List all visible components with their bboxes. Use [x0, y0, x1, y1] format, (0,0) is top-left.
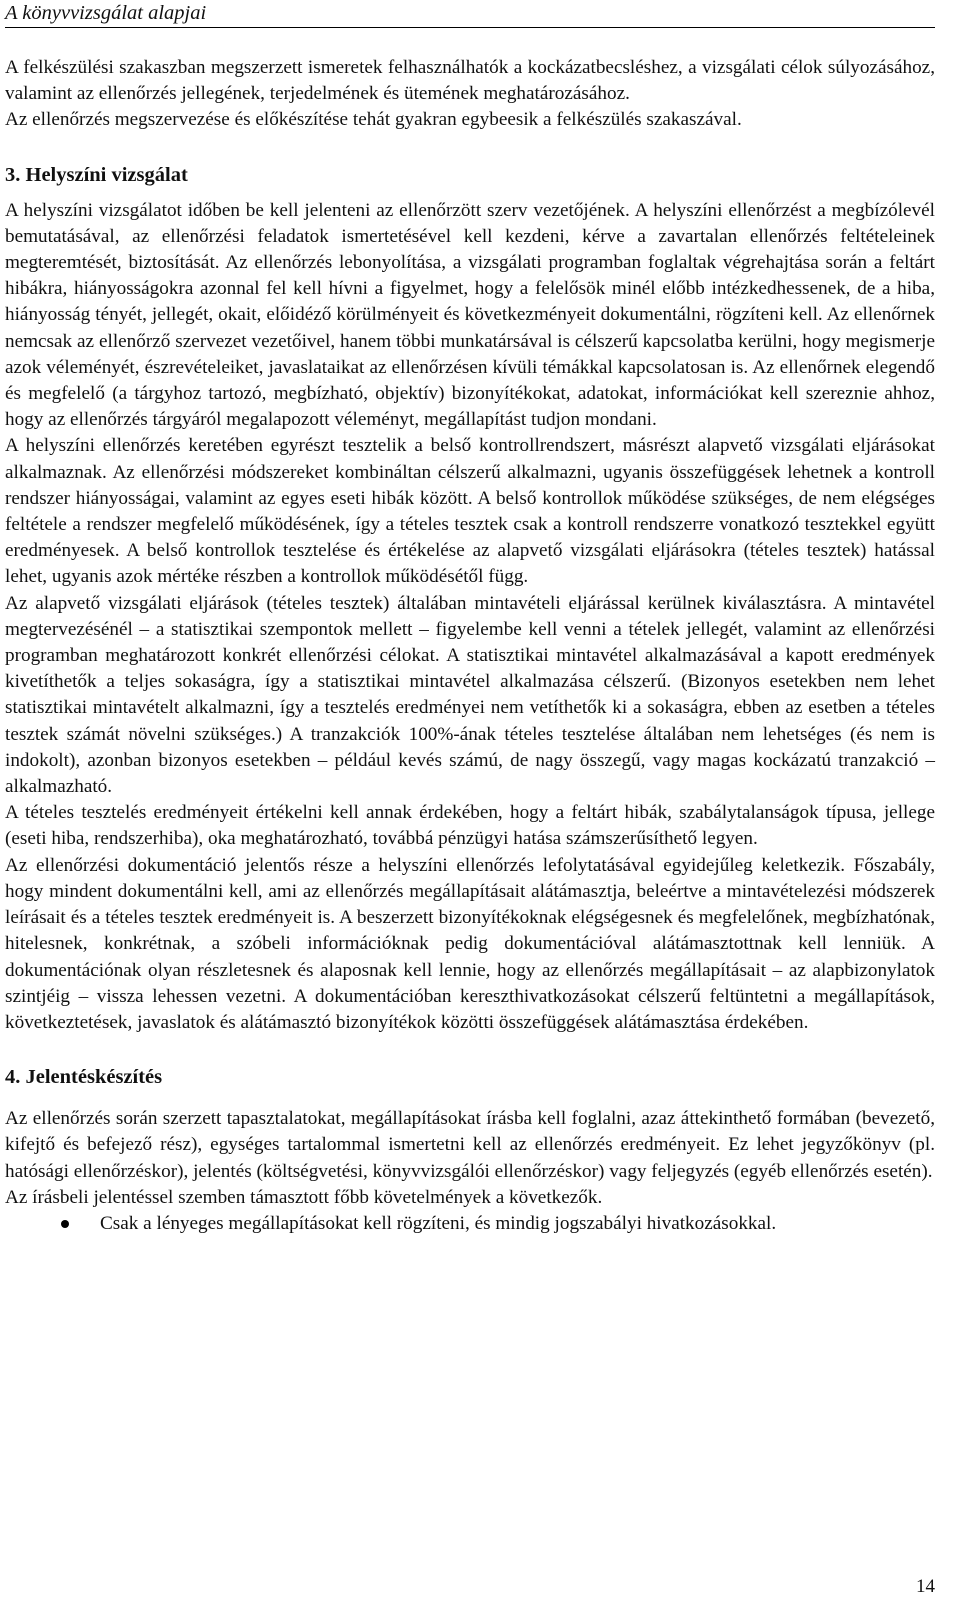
section-heading-3: 3. Helyszíni vizsgálat	[5, 163, 188, 186]
list-item	[5, 1211, 935, 1237]
requirements-list	[5, 1211, 935, 1237]
section4-paragraph-2: Az írásbeli jelentéssel szemben támasztott főbb követelmények a következők.	[5, 1186, 603, 1208]
section3-paragraph-1: A helyszíni vizsgálatot időben be kell jelenteni az ellenőrzött szerv vezetőjének. A helyszíni ellenőrzést a megbízólevél bemutatásával, az ellenőrzési feladatok ismertetésével kell kezdeni, kérve a zavartalan ellenőrzés feltételeinek megteremtését, biztosítását. Az ellenőrzés lebonyolítása, a vizsgálati programban foglaltak végrehajtása során a feltárt hibákra, hiányosságokra azonnal fel kell hívni a figyelmet, hogy a felelősök minél előbb intézkedhessenek, de a hiba, hiányosság tényét, jellegét, okait, előidéző körülményeit és következményeit dokumentálni, rögzíteni kell. Az ellenőrnek nemcsak az ellenőrző szervezet vezetőivel, hanem többi munkatársával is célszerű kapcsolatba kerülni, hogy megismerje azok véleményét, észrevételeiket, javaslataikat az ellenőrzésen kívüli témákkal kapcsolatosan is. Az ellenőrnek elegendő és megfelelő (a tárgyhoz tartozó, megbízható, objektív) bizonyítékokat, adatokat, információkat kell szereznie ahhoz, hogy az ellenőrzés tárgyáról megalapozott véleményt, megállapítást tudjon mondani.	[5, 199, 935, 431]
section-heading-4: 4. Jelentéskészítés	[5, 1066, 163, 1089]
section3-paragraph-4: A tételes tesztelés eredményeit értékelni kell annak érdekében, hogy a feltárt hibák, szabálytalanságok típusa, jellege (eseti hiba, rendszerhiba), oka meghatározható, továbbá pénzügyi hatása számszerűsíthető legyen.	[5, 802, 935, 850]
page-number: 14	[916, 1576, 935, 1597]
intro-paragraph-1: A felkészülési szakaszban megszerzett ismeretek felhasználhatók a kockázatbecsléshez, a vizsgálati célok súlyozásához, valamint az ellenőrzés jellegének, terjedelmének és ütemének meghatározásához.	[5, 57, 935, 105]
section3-paragraph-3: Az alapvető vizsgálati eljárások (tételes tesztek) általában mintavételi eljárással kerülnek kiválasztásra. A mintavétel megtervezésénél – a statisztikai szempontok mellett – figyelembe kell venni a tételek jellegét, valamint az ellenőrzési programban meghatározott konkrét ellenőrzési célokat. A statisztikai mintavétel alkalmazásával a kapott eredmények kivetíthetők a teljes sokaságra, így a statisztikai mintavétel alkalmazása célszerű. (Bizonyos esetekben nem lehet statisztikai mintavételt alkalmazni, így a tesztelés eredményei nem vetíthetők ki a sokaságra, ebben az esetben a tételes tesztek számát növelni szükséges.) A tranzakciók 100%-ának tételes tesztelése általában nem lehetséges (és nem is indokolt), azonban bizonyos esetekben – például kevés számú, de nagy összegű, vagy magas kockázatú tranzakció – alkalmazható.	[5, 592, 935, 798]
list-item-text: Csak a lényeges megállapításokat kell rögzíteni, és mindig jogszabályi hivatkozásokkal.	[100, 1212, 777, 1234]
section3-paragraph-2: A helyszíni ellenőrzés keretében egyrészt tesztelik a belső kontrollrendszert, másrészt alapvető vizsgálati eljárásokat alkalmaznak. Az ellenőrzési módszereket kombináltan célszerű alkalmazni, ugyanis összefüggések lehetnek a kontroll rendszer hiányosságai, valamint az egyes eseti hibák között. A belső kontrollok működése szükséges, de nem elégséges feltétele a rendszer megfelelő működésének, így a tételes tesztek csak a kontroll rendszerre vonatkozó tesztekkel együtt eredményesek. A belső kontrollok tesztelése és értékelése az alapvető vizsgálati eljárásokra (tételes tesztek) hatással lehet, ugyanis azok mértéke részben a kontrollok működésétől függ.	[5, 435, 935, 588]
section3-paragraph-5: Az ellenőrzési dokumentáció jelentős része a helyszíni ellenőrzés lefolytatásával egyidejűleg keletkezik. Főszabály, hogy mindent dokumentálni kell, ami az ellenőrzés megállapításait alátámasztja, beleértve a mintavételezési módszerek leírásait és a tételes tesztek eredményeit is. A beszerzett bizonyítékoknak elégségesnek és megfelelőnek, megbízhatónak, hitelesnek, konkrétnak, a szóbeli információknak pedig dokumentációval alátámasztottnak kell lenniük. A dokumentációnak olyan részletesnek és alaposnak kell lennie, hogy az ellenőrzés megállapításait – az alapbizonylatok szintjéig – vissza lehessen vezetni. A dokumentációban kereszthivatkozásokat célszerű feltüntetni a megállapítások, következtetések, javaslatok és alátámasztó bizonyítékok közötti összefüggések alátámasztása érdekében.	[5, 854, 935, 1033]
section4-paragraph-1: Az ellenőrzés során szerzett tapasztalatokat, megállapításokat írásba kell foglalni, azaz áttekinthető formában (bevezető, kifejtő és befejező rész), egységes tartalommal ismertetni kell az ellenőrzés eredményeit. Ez lehet jegyzőkönyv (pl. hatósági ellenőrzéskor), jelentés (költségvetési, könyvvizsgálói ellenőrzéskor) vagy feljegyzés (egyéb ellenőrzés esetén).	[5, 1108, 935, 1182]
intro-paragraph-2: Az ellenőrzés megszervezése és előkészítése tehát gyakran egybeesik a felkészülés szakaszával.	[5, 109, 742, 131]
running-header: A könyvvizsgálat alapjai	[5, 0, 935, 28]
bullet-icon	[61, 1220, 69, 1228]
document-page	[5, 0, 935, 1237]
